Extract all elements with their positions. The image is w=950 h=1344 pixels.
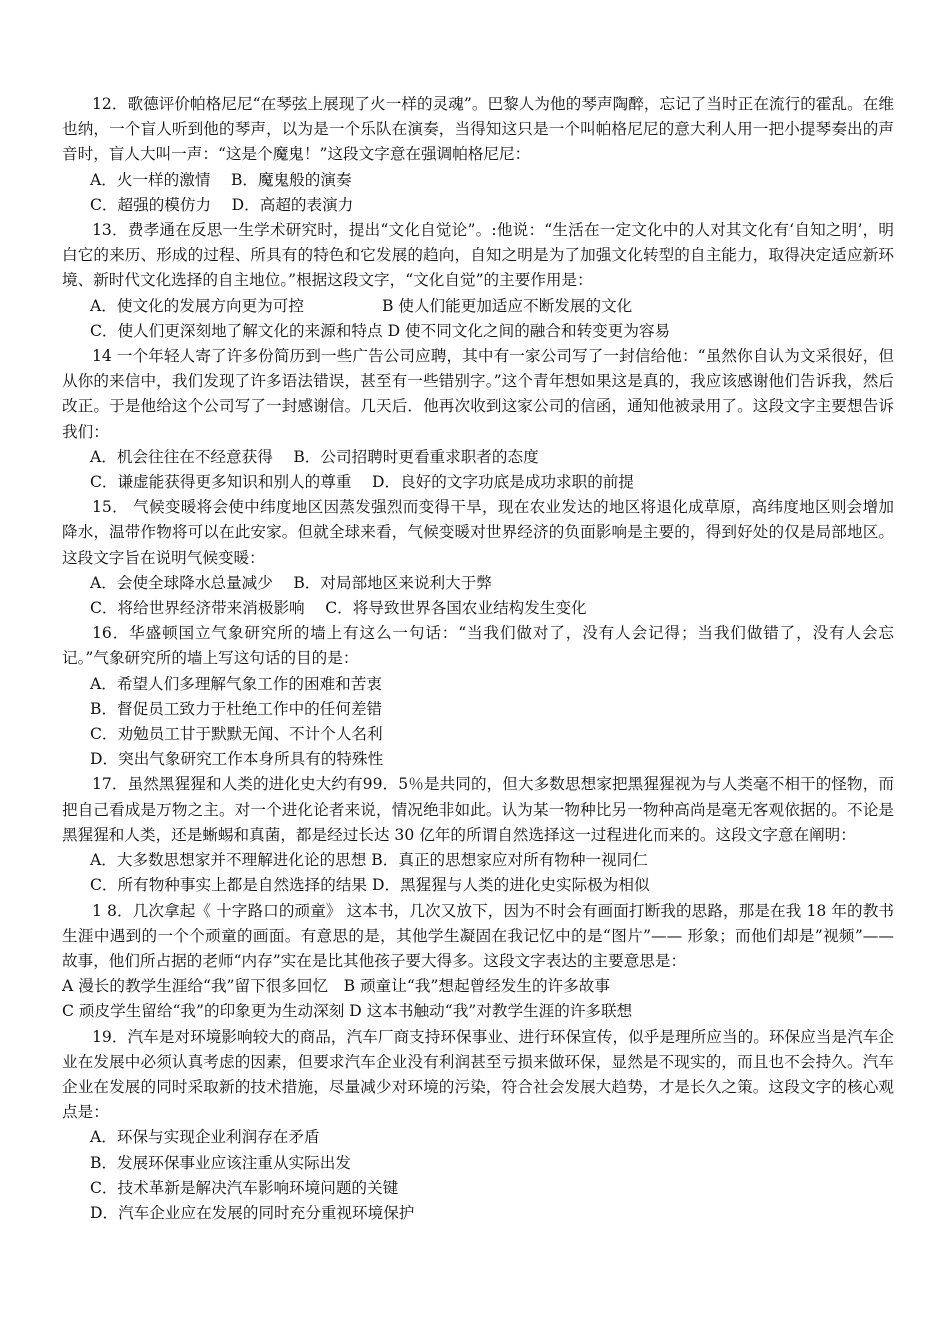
question-stem: 17．虽然黑猩猩和人类的进化史大约有99．5％是共同的，但大多数思想家把黑猩猩视为与人类毫不相干的怪物，而把自己看成是万物之主。对一个进化论者来说，情况绝非如此。认为某一物种比另一物种高尚是毫无客观依据的。不论是黑猩猩和人类，还是蜥蜴和真菌，都是经过长达 30 亿年的所谓自然选择这一过程进化而来的。这段文字意在阐明：: [62, 775, 894, 844]
answer-options-line: A．火一样的激情 B．魔鬼般的演奏: [90, 170, 352, 189]
answer-options-line: C．所有物种事实上都是自然选择的结果 D．黑猩猩与人类的进化史实际极为相似: [90, 876, 650, 895]
question-19: [62, 1025, 894, 1227]
question-stem: 16．华盛顿国立气象研究所的墙上有这么一句话：“当我们做对了，没有人会记得；当我们做错了，没有人会忘记。”气象研究所的墙上写这句话的目的是：: [62, 624, 894, 668]
question-stem: 1 8．几次拿起《 十字路口的顽童》 这本书，几次又放下，因为不时会有画面打断我的思路，那是在我 18 年的教书生涯中遇到的一个个顽童的画面。有意思的是，其他学生凝固在我记忆中的是“图片”—— 形象；而他们却是”视频”——故事，他们所占据的老师“内存”实在是比其他孩子要大得多。这段文字表达的主要意思是：: [62, 901, 894, 970]
answer-options-line: A 漫长的教学生涯给“我”留下很多回忆 B 顽童让“我”想起曾经发生的许多故事: [62, 977, 610, 996]
answer-options-line: C．使人们更深刻地了解文化的来源和特点 D 使不同文化之间的融合和转变更为容易: [90, 321, 671, 340]
answer-options-line: C．超强的模仿力 D．高超的表演力: [90, 195, 354, 214]
answer-option: A．希望人们多理解气象工作的困难和苦衷: [90, 674, 382, 693]
document-page: [62, 92, 894, 1226]
answer-options-line: A．使文化的发展方向更为可控 B 使人们能更加适应不断发展的文化: [90, 296, 633, 315]
answer-option: B．发展环保事业应该注重从实际出发: [90, 1153, 351, 1172]
answer-option: C．技术革新是解决汽车影响环境问题的关键: [90, 1178, 399, 1197]
answer-options-line: A．机会往往在不经意获得 B．公司招聘时更看重求职者的态度: [90, 447, 539, 466]
question-17: [62, 772, 894, 898]
answer-options-line: C 顽皮学生留给“我”的印象更为生动深刻 D 这本书触动“我”对教学生涯的许多联想: [62, 1002, 633, 1021]
question-13: [62, 218, 894, 344]
question-15: [62, 495, 894, 621]
question-18: [62, 899, 894, 1025]
question-14: [62, 344, 894, 495]
answer-option: C．劝勉员工甘于默默无闻、不计个人名利: [90, 725, 383, 744]
question-stem: 12．歌德评价帕格尼尼“在琴弦上展现了火一样的灵魂”。巴黎人为他的琴声陶醉，忘记了当时正在流行的霍乱。在维也纳，一个盲人听到他的琴声，以为是一个乐队在演奏，当得知这只是一个叫帕格尼尼的意大利人用一把小提琴奏出的声音时，盲人大叫一声：“这是个魔鬼！”这段文字意在强调帕格尼尼：: [62, 95, 894, 164]
question-stem: 14 一个年轻人寄了许多份简历到一些广告公司应聘，其中有一家公司写了一封信给他：“虽然你自认为文采很好，但从你的来信中，我们发现了许多语法错误，甚至有一些错别字。”这个青年想如果这是真的，我应该感谢他们告诉我，然后改正。于是他给这个公司写了一封感谢信。几天后．他再次收到这家公司的信函，通知他被录用了。这段文字主要想告诉我们：: [62, 347, 894, 441]
answer-options-line: C．将给世界经济带来消极影响 C．将导致世界各国农业结构发生变化: [90, 599, 587, 618]
answer-option: D．突出气象研究工作本身所具有的特殊性: [90, 750, 384, 769]
answer-option: D．汽车企业应在发展的同时充分重视环境保护: [90, 1203, 415, 1222]
question-stem: 13．费孝通在反思一生学术研究时，提出“文化自觉论”。:他说：“生活在一定文化中的人对其文化有‘自知之明’，明白它的来历、形成的过程、所具有的特色和它发展的趋向，自知之明是为了加强文化转型的自主能力，取得决定适应新环境、新时代文化选择的自主地位。”根据这段文字，“文化自觉”的主要作用是：: [62, 221, 894, 290]
answer-option: A．环保与实现企业利润存在矛盾: [90, 1128, 320, 1147]
question-stem: 19．汽车是对环境影响较大的商品，汽车厂商支持环保事业、进行环保宣传，似乎是理所应当的。环保应当是汽车企业在发展中必须认真考虑的因素，但要求汽车企业没有利润甚至亏损来做环保，显然是不现实的，而且也不会持久。汽车企业在发展的同时采取新的技术措施，尽量减少对环境的污染，符合社会发展大趋势，才是长久之策。这段文字的核心观点是：: [62, 1027, 894, 1122]
question-stem: 15． 气候变暖将会使中纬度地区因蒸发强烈而变得干旱，现在农业发达的地区将退化成草原，高纬度地区则会增加降水，温带作物将可以在此安家。但就全球来看，气候变暖对世界经济的负面影响是主要的，得到好处的仅是局部地区。这段文字旨在说明气候变暖：: [62, 498, 894, 567]
answer-option: B．督促员工致力于杜绝工作中的任何差错: [90, 699, 383, 718]
answer-options-line: A．大多数思想家并不理解进化论的思想 B．真正的思想家应对所有物种一视同仁: [90, 851, 648, 870]
question-12: [62, 92, 894, 218]
answer-options-line: A．会使全球降水总量减少 B．对局部地区来说利大于弊: [90, 573, 492, 592]
question-16: [62, 621, 894, 772]
answer-options-line: C．谦虚能获得更多知识和别人的尊重 D．良好的文字功底是成功求职的前提: [90, 473, 634, 492]
